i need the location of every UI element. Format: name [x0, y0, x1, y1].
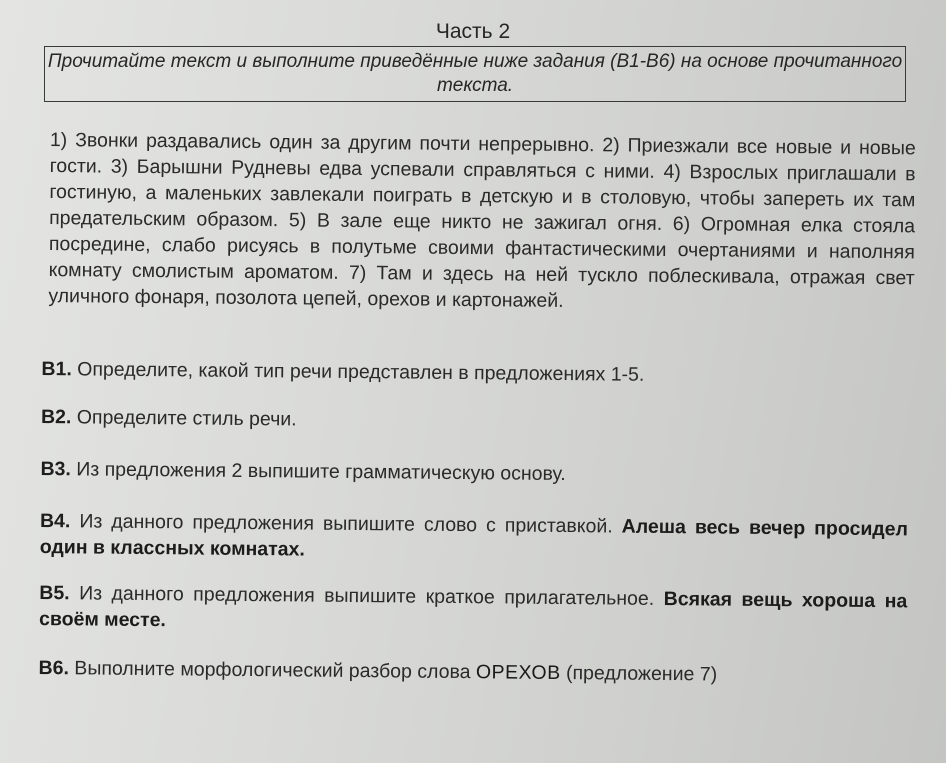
- task-text: Выполните морфологический разбор слова: [74, 657, 471, 684]
- task-text-suffix: (предложение 7): [565, 662, 718, 686]
- task-b5: [39, 580, 907, 640]
- task-number: В1.: [41, 357, 72, 381]
- reading-passage: 1) Звонки раздавались один за другим почти непрерывно. 2) Приезжали все новые и новые гости. 3) Барышни Рудневы едва успевали справляться с ними. 4) Взрослых приглашали в гостиную, а маленьких завлекали поиграть в детскую и в столовую, чтобы запереть их там предательским образом. 5) В зале еще никто не зажигал огня. 6) Огромная елка стояла посредине, слабо рисуясь в полутьме своими фантастическими очертаниями и наполняя комнату смолистым ароматом. 7) Там и здесь на ней тускло поблескивала, отражая свет уличного фонаря, позолота цепей, орехов и картонажей.: [48, 128, 916, 312]
- task-b1: [41, 356, 909, 390]
- task-number: В2.: [40, 405, 72, 429]
- part-title: Часть 2: [435, 20, 511, 43]
- instruction-text: Прочитайте текст и выполните приведённые ниже задания (В1-В6) на основе прочитанного текста.: [47, 51, 903, 96]
- task-text: Определите, какой тип речи представлен в предложениях 1-5.: [77, 358, 645, 386]
- task-target-word: ОРЕХОВ: [475, 661, 561, 684]
- task-b2: [41, 404, 909, 438]
- task-text: Определите стиль речи.: [76, 406, 297, 431]
- task-number: В3.: [40, 457, 71, 481]
- task-text: Из предложения 2 выпишите грамматическую основу.: [76, 458, 566, 486]
- task-number: В5.: [39, 581, 70, 605]
- task-b3: [40, 456, 908, 490]
- task-text: Из данного предложения выпишите краткое прилагательное.: [79, 582, 655, 610]
- instruction-box: [44, 46, 906, 102]
- task-example-sentence: Алеша весь вечер просидел один в классных комнатах.: [39, 515, 909, 561]
- task-number: В4.: [39, 509, 71, 533]
- task-b4: [40, 508, 908, 568]
- task-example-sentence: Всякая вещь хороша на своём месте.: [38, 587, 908, 632]
- task-text: Из данного предложения выпишите слово с приставкой.: [79, 510, 613, 538]
- task-b6: [38, 655, 906, 689]
- task-number: В6.: [38, 656, 70, 680]
